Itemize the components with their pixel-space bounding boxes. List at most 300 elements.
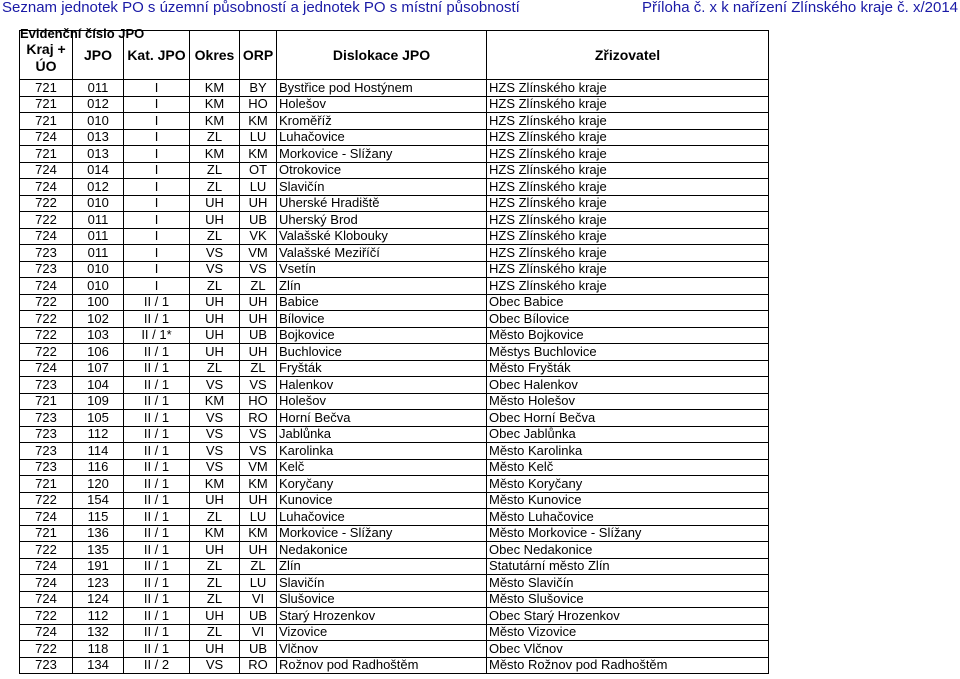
cell-jpo: 010 (73, 278, 124, 295)
column-header-kat: Kat. JPO (124, 31, 190, 80)
cell-orp: UH (240, 195, 277, 212)
cell-okres: ZL (190, 575, 240, 592)
table-row (20, 608, 769, 625)
cell-kat: II / 1 (124, 459, 190, 476)
column-header-evidencni: Evidenční číslo JPO (20, 26, 145, 41)
cell-orp: LU (240, 575, 277, 592)
cell-zrizovatel: Obec Bílovice (487, 311, 769, 328)
cell-orp: VI (240, 591, 277, 608)
cell-okres: VS (190, 657, 240, 674)
column-header-kraj: Evidenční číslo JPO Kraj + ÚO (20, 31, 73, 80)
cell-jpo: 012 (73, 96, 124, 113)
cell-dislokace: Kroměříž (277, 113, 487, 130)
cell-kraj: 722 (20, 311, 73, 328)
cell-kraj: 722 (20, 542, 73, 559)
cell-kraj: 722 (20, 195, 73, 212)
cell-okres: UH (190, 294, 240, 311)
cell-jpo: 112 (73, 426, 124, 443)
table-row (20, 558, 769, 575)
table-row (20, 80, 769, 97)
table-row (20, 426, 769, 443)
cell-jpo: 116 (73, 459, 124, 476)
table-row (20, 492, 769, 509)
cell-orp: VS (240, 443, 277, 460)
cell-orp: UH (240, 542, 277, 559)
cell-kraj: 721 (20, 393, 73, 410)
cell-orp: UB (240, 212, 277, 229)
cell-okres: VS (190, 261, 240, 278)
page-header (0, 0, 960, 20)
cell-okres: VS (190, 443, 240, 460)
cell-orp: UH (240, 311, 277, 328)
cell-kat: II / 1 (124, 410, 190, 427)
column-header-orp: ORP (240, 31, 277, 80)
cell-kraj: 724 (20, 360, 73, 377)
cell-jpo: 104 (73, 377, 124, 394)
cell-jpo: 011 (73, 80, 124, 97)
cell-zrizovatel: Obec Jablůnka (487, 426, 769, 443)
table-row (20, 509, 769, 526)
cell-zrizovatel: HZS Zlínského kraje (487, 195, 769, 212)
cell-kat: I (124, 179, 190, 196)
cell-orp: OT (240, 162, 277, 179)
cell-orp: ZL (240, 558, 277, 575)
cell-dislokace: Koryčany (277, 476, 487, 493)
table-row (20, 195, 769, 212)
cell-jpo: 132 (73, 624, 124, 641)
cell-zrizovatel: Obec Starý Hrozenkov (487, 608, 769, 625)
cell-kat: II / 1* (124, 327, 190, 344)
cell-okres: UH (190, 327, 240, 344)
cell-kat: II / 1 (124, 608, 190, 625)
cell-okres: ZL (190, 509, 240, 526)
column-header-dislokace: Dislokace JPO (277, 31, 487, 80)
table-row (20, 641, 769, 658)
cell-orp: LU (240, 129, 277, 146)
cell-orp: BY (240, 80, 277, 97)
cell-zrizovatel: HZS Zlínského kraje (487, 80, 769, 97)
cell-zrizovatel: Město Koryčany (487, 476, 769, 493)
cell-orp: KM (240, 476, 277, 493)
cell-okres: ZL (190, 129, 240, 146)
cell-dislokace: Vizovice (277, 624, 487, 641)
cell-kat: II / 1 (124, 641, 190, 658)
cell-kat: II / 1 (124, 525, 190, 542)
cell-zrizovatel: Město Bojkovice (487, 327, 769, 344)
cell-zrizovatel: Obec Horní Bečva (487, 410, 769, 427)
cell-kat: I (124, 261, 190, 278)
cell-dislokace: Luhačovice (277, 509, 487, 526)
cell-kraj: 722 (20, 294, 73, 311)
column-header-jpo: JPO (73, 31, 124, 80)
cell-zrizovatel: Obec Halenkov (487, 377, 769, 394)
cell-kat: II / 1 (124, 344, 190, 361)
cell-zrizovatel: Statutární město Zlín (487, 558, 769, 575)
cell-kraj: 723 (20, 443, 73, 460)
table-row (20, 146, 769, 163)
table-row (20, 212, 769, 229)
cell-kraj: 722 (20, 492, 73, 509)
cell-kat: I (124, 96, 190, 113)
cell-jpo: 011 (73, 212, 124, 229)
cell-kat: I (124, 212, 190, 229)
cell-orp: RO (240, 657, 277, 674)
cell-kraj: 724 (20, 591, 73, 608)
cell-kat: II / 1 (124, 377, 190, 394)
cell-dislokace: Bystřice pod Hostýnem (277, 80, 487, 97)
cell-kraj: 722 (20, 212, 73, 229)
cell-zrizovatel: Město Luhačovice (487, 509, 769, 526)
cell-kat: I (124, 80, 190, 97)
cell-okres: UH (190, 311, 240, 328)
cell-okres: KM (190, 113, 240, 130)
cell-jpo: 010 (73, 261, 124, 278)
cell-dislokace: Uherské Hradiště (277, 195, 487, 212)
cell-orp: RO (240, 410, 277, 427)
cell-orp: VS (240, 426, 277, 443)
cell-zrizovatel: HZS Zlínského kraje (487, 96, 769, 113)
cell-kat: II / 1 (124, 443, 190, 460)
cell-zrizovatel: Město Kelč (487, 459, 769, 476)
cell-jpo: 109 (73, 393, 124, 410)
table-row (20, 591, 769, 608)
cell-kat: II / 1 (124, 624, 190, 641)
cell-dislokace: Slušovice (277, 591, 487, 608)
cell-kraj: 721 (20, 146, 73, 163)
cell-okres: ZL (190, 162, 240, 179)
table-row (20, 327, 769, 344)
table-row (20, 344, 769, 361)
cell-jpo: 106 (73, 344, 124, 361)
cell-kraj: 724 (20, 228, 73, 245)
cell-orp: HO (240, 96, 277, 113)
cell-jpo: 134 (73, 657, 124, 674)
cell-zrizovatel: HZS Zlínského kraje (487, 245, 769, 262)
cell-dislokace: Halenkov (277, 377, 487, 394)
cell-kraj: 723 (20, 410, 73, 427)
cell-dislokace: Holešov (277, 393, 487, 410)
cell-dislokace: Valašské Klobouky (277, 228, 487, 245)
document-reference: Příloha č. x k nařízení Zlínského kraje č. x/2014 (642, 0, 958, 16)
cell-kat: I (124, 129, 190, 146)
cell-dislokace: Luhačovice (277, 129, 487, 146)
cell-okres: KM (190, 525, 240, 542)
jpo-table (19, 26, 769, 674)
cell-dislokace: Buchlovice (277, 344, 487, 361)
table-row (20, 575, 769, 592)
cell-orp: LU (240, 509, 277, 526)
cell-dislokace: Vlčnov (277, 641, 487, 658)
cell-zrizovatel: HZS Zlínského kraje (487, 228, 769, 245)
cell-orp: UH (240, 492, 277, 509)
cell-zrizovatel: Město Slavičín (487, 575, 769, 592)
cell-dislokace: Kunovice (277, 492, 487, 509)
cell-kraj: 722 (20, 608, 73, 625)
cell-kraj: 722 (20, 344, 73, 361)
table-row (20, 360, 769, 377)
cell-orp: VM (240, 459, 277, 476)
cell-kat: II / 1 (124, 492, 190, 509)
cell-dislokace: Uherský Brod (277, 212, 487, 229)
table-row (20, 657, 769, 674)
cell-jpo: 114 (73, 443, 124, 460)
cell-okres: ZL (190, 278, 240, 295)
cell-kraj: 721 (20, 80, 73, 97)
cell-kraj: 723 (20, 657, 73, 674)
cell-okres: KM (190, 476, 240, 493)
cell-kraj: 724 (20, 509, 73, 526)
cell-dislokace: Bojkovice (277, 327, 487, 344)
table-row (20, 129, 769, 146)
cell-kat: I (124, 113, 190, 130)
table-row (20, 245, 769, 262)
cell-dislokace: Jablůnka (277, 426, 487, 443)
table-row (20, 278, 769, 295)
table-row (20, 525, 769, 542)
cell-orp: UH (240, 294, 277, 311)
cell-zrizovatel: Město Fryšták (487, 360, 769, 377)
table-header-row (20, 31, 769, 80)
cell-jpo: 115 (73, 509, 124, 526)
cell-okres: UH (190, 212, 240, 229)
cell-okres: UH (190, 542, 240, 559)
cell-zrizovatel: HZS Zlínského kraje (487, 179, 769, 196)
table-row (20, 228, 769, 245)
table-row (20, 377, 769, 394)
column-header-zrizovatel: Zřizovatel (487, 31, 769, 80)
cell-dislokace: Otrokovice (277, 162, 487, 179)
cell-orp: HO (240, 393, 277, 410)
cell-okres: UH (190, 641, 240, 658)
cell-jpo: 118 (73, 641, 124, 658)
cell-dislokace: Valašské Meziříčí (277, 245, 487, 262)
cell-dislokace: Vsetín (277, 261, 487, 278)
cell-orp: UB (240, 641, 277, 658)
cell-kraj: 723 (20, 459, 73, 476)
table-row (20, 476, 769, 493)
cell-kraj: 722 (20, 641, 73, 658)
cell-orp: LU (240, 179, 277, 196)
cell-jpo: 013 (73, 129, 124, 146)
cell-jpo: 011 (73, 228, 124, 245)
cell-kat: II / 1 (124, 426, 190, 443)
cell-dislokace: Holešov (277, 96, 487, 113)
table-row (20, 393, 769, 410)
cell-zrizovatel: HZS Zlínského kraje (487, 113, 769, 130)
cell-dislokace: Karolinka (277, 443, 487, 460)
cell-orp: VM (240, 245, 277, 262)
table-row (20, 261, 769, 278)
cell-dislokace: Zlín (277, 278, 487, 295)
cell-okres: VS (190, 426, 240, 443)
cell-dislokace: Nedakonice (277, 542, 487, 559)
cell-kat: II / 1 (124, 575, 190, 592)
cell-jpo: 103 (73, 327, 124, 344)
cell-dislokace: Rožnov pod Radhoštěm (277, 657, 487, 674)
cell-orp: VS (240, 377, 277, 394)
cell-kat: II / 1 (124, 393, 190, 410)
cell-kat: II / 1 (124, 542, 190, 559)
cell-jpo: 191 (73, 558, 124, 575)
cell-dislokace: Starý Hrozenkov (277, 608, 487, 625)
cell-kat: II / 1 (124, 360, 190, 377)
cell-jpo: 102 (73, 311, 124, 328)
table-row (20, 542, 769, 559)
cell-okres: KM (190, 393, 240, 410)
cell-dislokace: Babice (277, 294, 487, 311)
cell-dislokace: Fryšták (277, 360, 487, 377)
cell-zrizovatel: Obec Babice (487, 294, 769, 311)
cell-dislokace: Bílovice (277, 311, 487, 328)
table-row (20, 113, 769, 130)
cell-kraj: 724 (20, 278, 73, 295)
cell-kat: II / 1 (124, 509, 190, 526)
table-row (20, 410, 769, 427)
cell-kat: II / 1 (124, 591, 190, 608)
cell-kat: II / 1 (124, 294, 190, 311)
cell-orp: ZL (240, 360, 277, 377)
cell-okres: ZL (190, 228, 240, 245)
cell-okres: ZL (190, 558, 240, 575)
cell-zrizovatel: Město Karolinka (487, 443, 769, 460)
cell-kraj: 723 (20, 377, 73, 394)
cell-kat: I (124, 278, 190, 295)
table-row (20, 443, 769, 460)
cell-zrizovatel: HZS Zlínského kraje (487, 129, 769, 146)
cell-orp: KM (240, 146, 277, 163)
cell-zrizovatel: HZS Zlínského kraje (487, 261, 769, 278)
cell-okres: UH (190, 344, 240, 361)
cell-okres: UH (190, 492, 240, 509)
cell-orp: ZL (240, 278, 277, 295)
cell-orp: VK (240, 228, 277, 245)
cell-kat: I (124, 228, 190, 245)
cell-jpo: 011 (73, 245, 124, 262)
cell-kraj: 724 (20, 129, 73, 146)
cell-kraj: 724 (20, 575, 73, 592)
cell-zrizovatel: Obec Nedakonice (487, 542, 769, 559)
table-row (20, 459, 769, 476)
cell-jpo: 100 (73, 294, 124, 311)
cell-okres: VS (190, 245, 240, 262)
cell-jpo: 124 (73, 591, 124, 608)
cell-kat: II / 2 (124, 657, 190, 674)
cell-kraj: 724 (20, 162, 73, 179)
table-row (20, 179, 769, 196)
cell-zrizovatel: Město Kunovice (487, 492, 769, 509)
cell-okres: KM (190, 96, 240, 113)
cell-okres: KM (190, 146, 240, 163)
cell-jpo: 012 (73, 179, 124, 196)
cell-zrizovatel: Město Vizovice (487, 624, 769, 641)
cell-okres: ZL (190, 591, 240, 608)
cell-okres: VS (190, 377, 240, 394)
cell-zrizovatel: Město Morkovice - Slížany (487, 525, 769, 542)
cell-jpo: 135 (73, 542, 124, 559)
cell-orp: UB (240, 608, 277, 625)
cell-jpo: 154 (73, 492, 124, 509)
cell-zrizovatel: Město Holešov (487, 393, 769, 410)
cell-okres: VS (190, 459, 240, 476)
cell-zrizovatel: HZS Zlínského kraje (487, 146, 769, 163)
cell-kat: II / 1 (124, 558, 190, 575)
cell-kat: II / 1 (124, 311, 190, 328)
cell-dislokace: Zlín (277, 558, 487, 575)
cell-dislokace: Horní Bečva (277, 410, 487, 427)
cell-jpo: 014 (73, 162, 124, 179)
cell-okres: UH (190, 608, 240, 625)
cell-zrizovatel: HZS Zlínského kraje (487, 162, 769, 179)
table-row (20, 294, 769, 311)
cell-kraj: 724 (20, 558, 73, 575)
cell-kraj: 721 (20, 113, 73, 130)
cell-kraj: 723 (20, 245, 73, 262)
cell-okres: ZL (190, 624, 240, 641)
cell-kraj: 721 (20, 476, 73, 493)
cell-kat: II / 1 (124, 476, 190, 493)
cell-kraj: 721 (20, 525, 73, 542)
cell-dislokace: Slavičín (277, 575, 487, 592)
cell-kraj: 724 (20, 179, 73, 196)
cell-orp: KM (240, 113, 277, 130)
cell-kat: I (124, 162, 190, 179)
cell-orp: UH (240, 344, 277, 361)
cell-kraj: 724 (20, 624, 73, 641)
cell-kraj: 722 (20, 327, 73, 344)
cell-dislokace: Morkovice - Slížany (277, 146, 487, 163)
cell-jpo: 107 (73, 360, 124, 377)
cell-jpo: 136 (73, 525, 124, 542)
cell-kraj: 721 (20, 96, 73, 113)
cell-kat: I (124, 195, 190, 212)
cell-kat: I (124, 245, 190, 262)
cell-zrizovatel: Město Rožnov pod Radhoštěm (487, 657, 769, 674)
cell-dislokace: Slavičín (277, 179, 487, 196)
cell-okres: ZL (190, 179, 240, 196)
cell-orp: KM (240, 525, 277, 542)
cell-jpo: 112 (73, 608, 124, 625)
cell-okres: VS (190, 410, 240, 427)
cell-zrizovatel: Město Slušovice (487, 591, 769, 608)
cell-jpo: 013 (73, 146, 124, 163)
cell-jpo: 010 (73, 195, 124, 212)
cell-orp: VS (240, 261, 277, 278)
cell-kraj: 723 (20, 261, 73, 278)
column-header-okres: Okres (190, 31, 240, 80)
table-row (20, 96, 769, 113)
cell-zrizovatel: Obec Vlčnov (487, 641, 769, 658)
table-row (20, 162, 769, 179)
cell-zrizovatel: HZS Zlínského kraje (487, 278, 769, 295)
cell-orp: UB (240, 327, 277, 344)
table-row (20, 311, 769, 328)
cell-kraj: 723 (20, 426, 73, 443)
document-title: Seznam jednotek PO s územní působností a jednotek PO s místní působností (2, 0, 520, 16)
table-row (20, 624, 769, 641)
cell-okres: ZL (190, 360, 240, 377)
cell-jpo: 010 (73, 113, 124, 130)
cell-okres: KM (190, 80, 240, 97)
cell-zrizovatel: HZS Zlínského kraje (487, 212, 769, 229)
cell-orp: VI (240, 624, 277, 641)
cell-jpo: 123 (73, 575, 124, 592)
cell-zrizovatel: Městys Buchlovice (487, 344, 769, 361)
cell-dislokace: Morkovice - Slížany (277, 525, 487, 542)
cell-dislokace: Kelč (277, 459, 487, 476)
cell-kat: I (124, 146, 190, 163)
cell-okres: UH (190, 195, 240, 212)
cell-jpo: 120 (73, 476, 124, 493)
